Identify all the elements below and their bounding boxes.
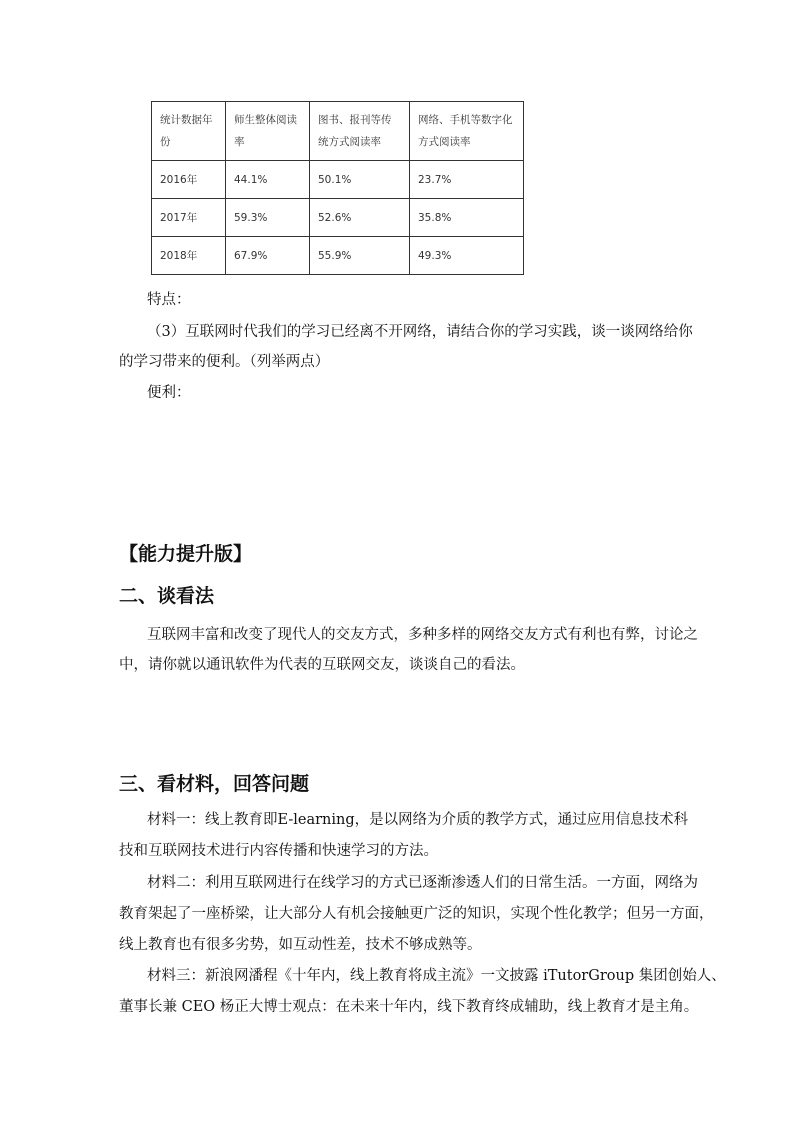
feature-label: 特点： bbox=[147, 292, 191, 308]
table-cell: 52.6% bbox=[310, 199, 410, 237]
header-text-line: 网络、手机等数字化 bbox=[418, 114, 513, 126]
convenience-label: 便利： bbox=[147, 385, 191, 401]
material-3-line-2: 董事长兼 CEO 杨正大博士观点：在未来十年内，线下教育终成辅助，线上教育才是主角。 bbox=[119, 999, 699, 1015]
table-cell: 55.9% bbox=[310, 237, 410, 275]
table-header-cell bbox=[310, 102, 410, 161]
material-2-line-3: 线上教育也有很多劣势，如互动性差，技术不够成熟等。 bbox=[119, 937, 482, 953]
section-3-title: 三、看材料，回答问题 bbox=[119, 773, 310, 795]
table-cell: 35.8% bbox=[410, 199, 524, 237]
header-text-line: 统方式阅读率 bbox=[318, 136, 381, 148]
reading-rate-table bbox=[151, 101, 524, 275]
table-header-cell bbox=[152, 102, 226, 161]
table-cell: 67.9% bbox=[226, 237, 310, 275]
ability-section-title: 【能力提升版】 bbox=[119, 543, 253, 565]
table-row bbox=[152, 199, 524, 237]
header-text-line: 份 bbox=[160, 136, 171, 148]
section-2-line-1: 互联网丰富和改变了现代人的交友方式，多种多样的网络交友方式有利也有弊，讨论之 bbox=[147, 627, 698, 643]
table-cell: 23.7% bbox=[410, 161, 524, 199]
table-cell: 2016年 bbox=[152, 161, 226, 199]
material-1-line-1: 材料一：线上教育即E-learning，是以网络为介质的教学方式，通过应用信息技术科 bbox=[147, 812, 689, 828]
table-cell: 2018年 bbox=[152, 237, 226, 275]
section-2-title: 二、谈看法 bbox=[119, 585, 215, 607]
material-1-line-2: 技和互联网技术进行内容传播和快速学习的方法。 bbox=[119, 843, 438, 859]
header-text-line: 率 bbox=[234, 136, 245, 148]
table-cell: 59.3% bbox=[226, 199, 310, 237]
question-3-line-1: （3）互联网时代我们的学习已经离不开网络，请结合你的学习实践，谈一谈网络给你 bbox=[147, 324, 693, 340]
table-header-cell bbox=[226, 102, 310, 161]
table-cell: 49.3% bbox=[410, 237, 524, 275]
table-header-row bbox=[152, 102, 524, 161]
material-2-line-2: 教育架起了一座桥梁，让大部分人有机会接触更广泛的知识，实现个性化教学；但另一方面， bbox=[119, 906, 714, 922]
table-row bbox=[152, 161, 524, 199]
section-2-line-2: 中，请你就以通讯软件为代表的互联网交友，谈谈自己的看法。 bbox=[119, 657, 525, 673]
question-3-line-2: 的学习带来的便利。（列举两点） bbox=[119, 354, 330, 370]
material-2-line-1: 材料二：利用互联网进行在线学习的方式已逐渐渗透人们的日常生活。一方面，网络为 bbox=[147, 875, 698, 891]
table-cell: 50.1% bbox=[310, 161, 410, 199]
table-cell: 2017年 bbox=[152, 199, 226, 237]
header-text-line: 师生整体阅读 bbox=[234, 114, 297, 126]
header-text-line: 方式阅读率 bbox=[418, 136, 471, 148]
table-row bbox=[152, 237, 524, 275]
table-header-cell bbox=[410, 102, 524, 161]
table-cell: 44.1% bbox=[226, 161, 310, 199]
header-text-line: 统计数据年 bbox=[160, 114, 213, 126]
header-text-line: 图书、报刊等传 bbox=[318, 114, 392, 126]
material-3-line-1: 材料三：新浪网潘程《十年内，线上教育将成主流》一文披露 iTutorGroup 集团创始人、 bbox=[147, 968, 726, 984]
